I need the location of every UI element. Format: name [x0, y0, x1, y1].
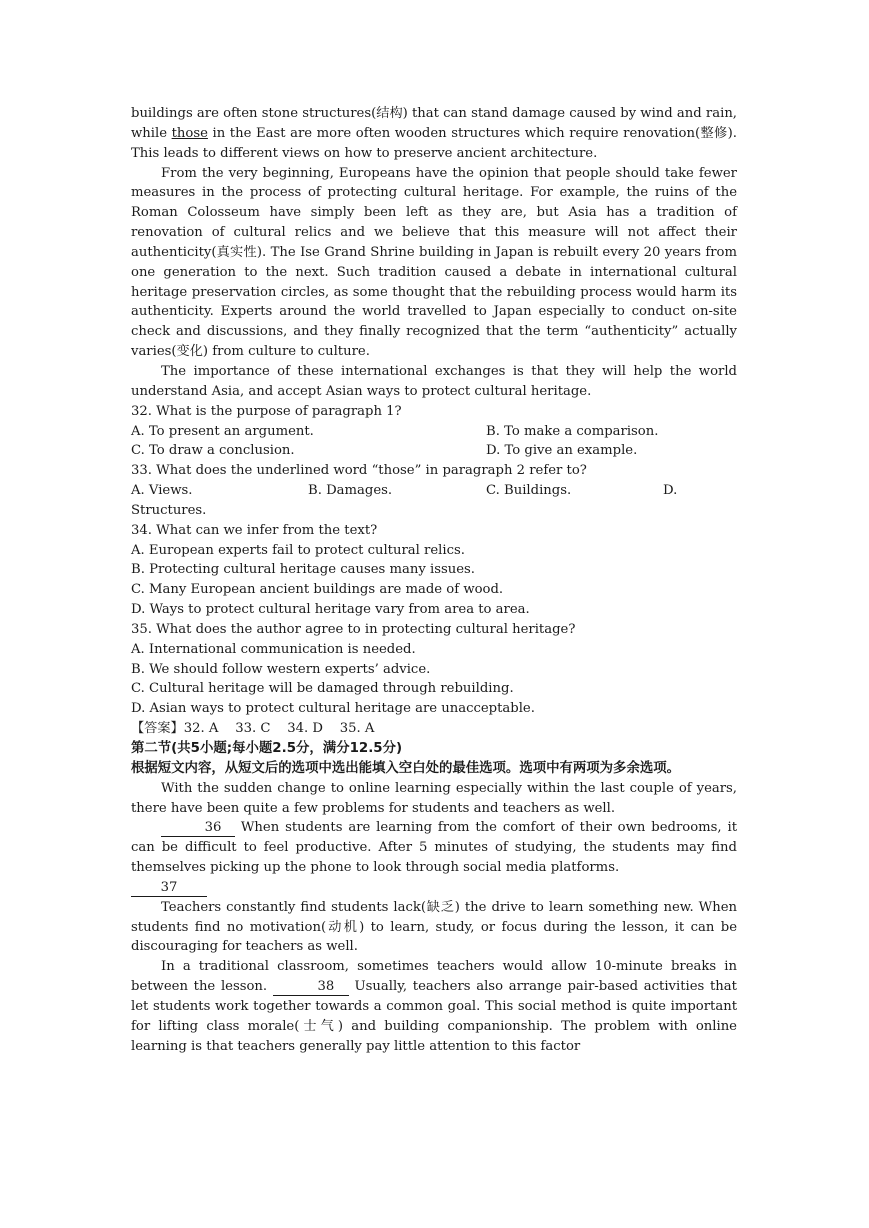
- option-34-d: D. Ways to protect cultural heritage vary from area to area.: [131, 602, 530, 618]
- passage-d-paragraph-2-text: When students are learning from the comfort of their own bedrooms, it can be difficult to feel productive. After 5 minutes of studying, the students may find themselves picking up the phone to look through social media platforms.: [131, 820, 737, 876]
- passage-d-paragraph-4-rest: Usually, teachers also arrange pair-based activities that let students work together towards a common goal. This social method is quite important for lifting class morale(士气) and building companionship. The problem with online learning is that teachers generally pay little attention to this factor: [131, 979, 737, 1054]
- passage-d-paragraph-4-start: In a traditional classroom, sometimes teachers would allow 10-minute breaks in between the lesson.: [131, 959, 737, 995]
- passage-c-paragraph-2: From the very beginning, Europeans have the opinion that people should take fewer measures in the process of protecting cultural heritage. For example, the ruins of the Roman Colosseum have simply been left as they are, but Asia has a tradition of renovation of cultural relics and we believe that this measure will not affect their authenticity(真实性). The Ise Grand Shrine building in Japan is rebuilt every 20 years from one generation to the next. Such tradition caused a debate in international cultural heritage preservation circles, as some thought that the rebuilding process would harm its authenticity. Experts around the world travelled to Japan especially to conduct on-site check and discussions, and they finally recognized that the term “authenticity” actually varies(变化) from culture to culture.: [131, 165, 737, 360]
- option-32-b: B. To make a comparison.: [486, 423, 659, 439]
- option-33-b: B. Damages.: [308, 483, 393, 499]
- question-32-stem: 32. What is the purpose of paragraph 1?: [131, 403, 402, 419]
- section-2-title: 第二节(共5小题;每小题2.5分，满分12.5分): [131, 741, 403, 756]
- option-33-d-continued: Structures.: [131, 502, 207, 518]
- passage-d-paragraph-3: Teachers constantly find students lack(缺乏) the drive to learn something new. When students find no motivation(动机) to learn, study, or focus during the lesson, it can be discouraging for teachers as well.: [131, 899, 737, 955]
- option-32-d: D. To give an example.: [486, 443, 638, 459]
- option-34-a: A. European experts fail to protect cultural relics.: [131, 542, 465, 558]
- blank-37: 37: [131, 879, 207, 897]
- passage-d-paragraph-2: [131, 818, 737, 878]
- option-33-d: D.: [663, 483, 678, 499]
- option-35-d: D. Asian ways to protect cultural heritage are unacceptable.: [131, 701, 535, 717]
- option-33-c: C. Buildings.: [486, 483, 572, 499]
- blank-36: 36: [161, 819, 235, 837]
- option-32-a: A. To present an argument.: [131, 423, 314, 439]
- blank-38: 38: [273, 978, 349, 996]
- p1-text-rest: in the East are more often wooden structures which require renovation(整修). This leads to different views on how to preserve ancient architecture.: [131, 125, 737, 161]
- answer-key: 【答案】32. A 33. C 34. D 35. A: [131, 721, 375, 737]
- passage-d-paragraph-1: With the sudden change to online learning especially within the last couple of years, there have been quite a few problems for students and teachers as well.: [131, 780, 737, 816]
- underlined-word-those: those: [171, 125, 208, 141]
- option-34-b: B. Protecting cultural heritage causes many issues.: [131, 562, 475, 578]
- option-35-b: B. We should follow western experts’ advice.: [131, 661, 431, 677]
- exam-page: [131, 104, 737, 1057]
- question-35-stem: 35. What does the author agree to in protecting cultural heritage?: [131, 621, 576, 637]
- question-33-stem: 33. What does the underlined word “those” in paragraph 2 refer to?: [131, 463, 587, 479]
- p1-text: buildings are often stone structures(结构) that can stand damage caused by wind and rain, while: [131, 106, 737, 141]
- question-32-options-row-1: [131, 422, 737, 442]
- option-32-c: C. To draw a conclusion.: [131, 443, 295, 459]
- blank-37-line: [131, 878, 737, 898]
- passage-d-paragraph-4: [131, 957, 737, 1056]
- passage-c-paragraph-3: The importance of these international exchanges is that they will help the world understand Asia, and accept Asian ways to protect cultural heritage.: [131, 363, 737, 399]
- option-33-a: A. Views.: [131, 483, 193, 499]
- passage-c-paragraph-1: [131, 104, 737, 164]
- question-34-stem: 34. What can we infer from the text?: [131, 522, 378, 538]
- option-34-c: C. Many European ancient buildings are made of wood.: [131, 582, 504, 598]
- question-32-options-row-2: [131, 441, 737, 461]
- section-2-instruction: 根据短文内容，从短文后的选项中选出能填入空白处的最佳选项。选项中有两项为多余选项。: [131, 760, 681, 776]
- question-33-options-row: [131, 481, 737, 501]
- option-35-a: A. International communication is needed.: [131, 641, 416, 657]
- option-35-c: C. Cultural heritage will be damaged through rebuilding.: [131, 681, 514, 697]
